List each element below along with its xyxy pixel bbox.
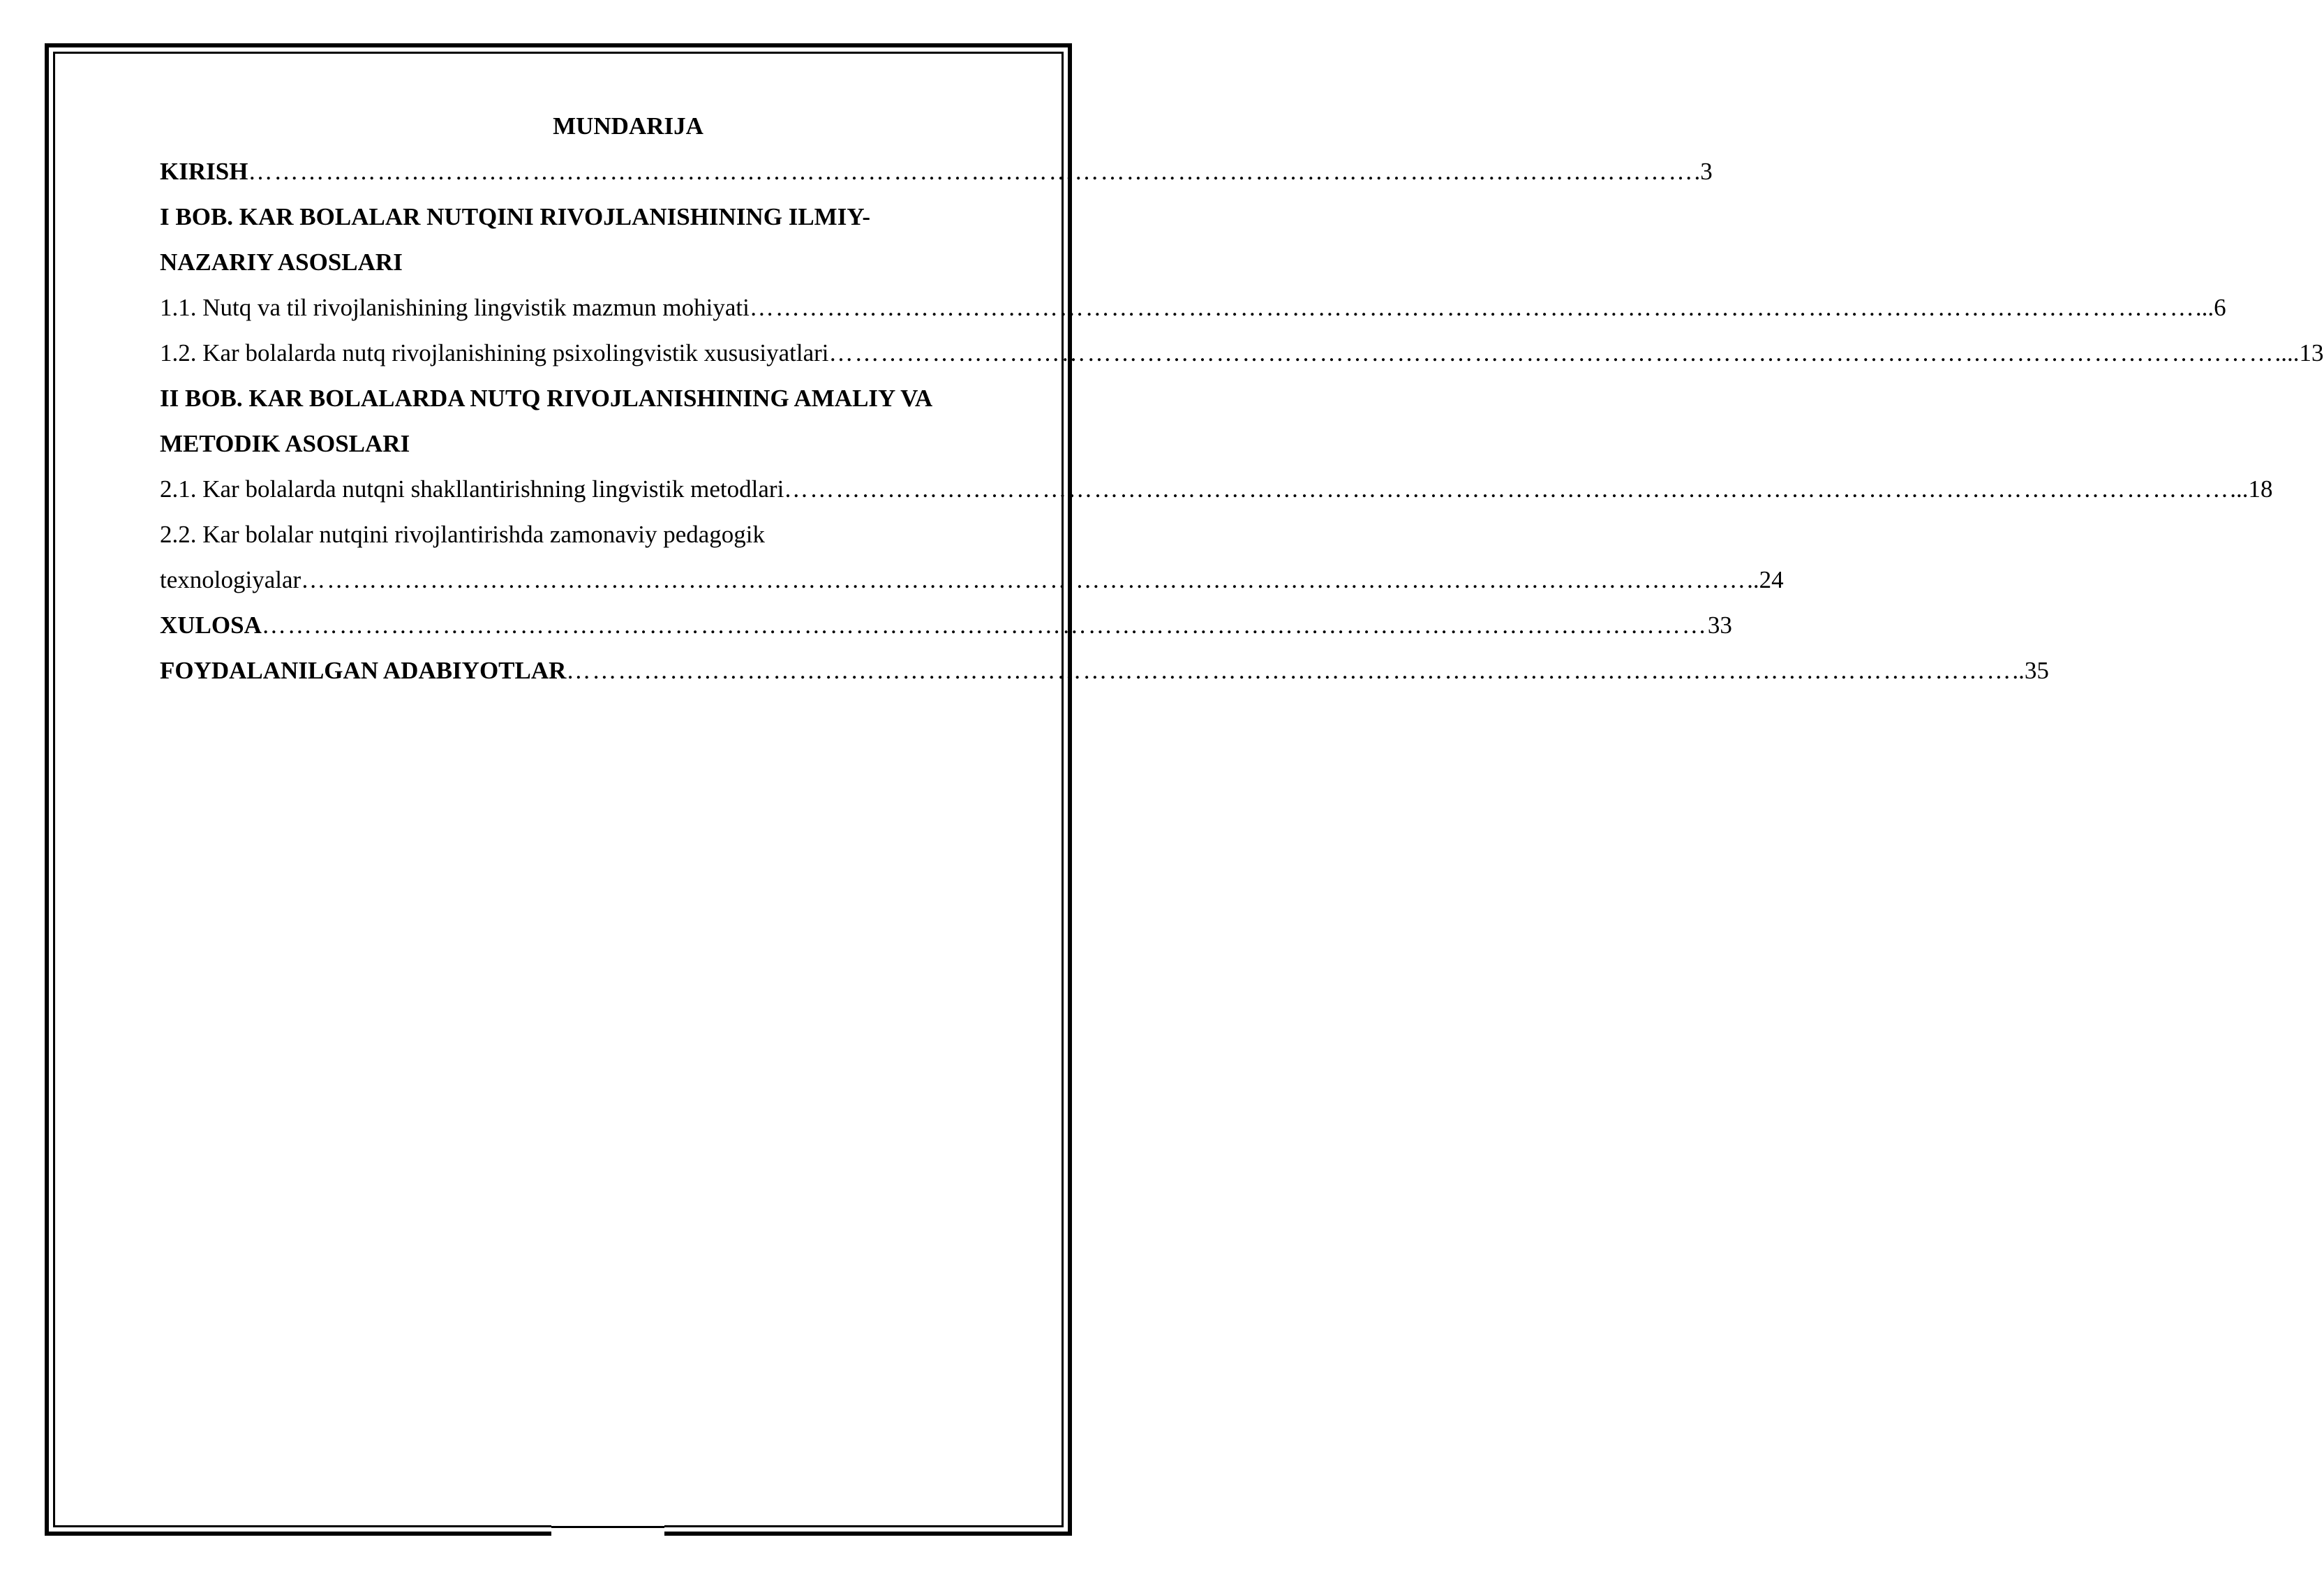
toc-entry-label: 1.1. Nutq va til rivojlanishining lingvistik mazmun mohiyati	[160, 294, 750, 321]
toc-entry-label: 2.1. Kar bolalarda nutqni shakllantirishning lingvistik metodlari	[160, 475, 784, 503]
toc-page-number: .3	[1694, 158, 1713, 185]
toc-entry-kirish[interactable]	[160, 149, 1713, 194]
border-gap-line	[551, 1526, 664, 1528]
toc-page-number: ...6	[2195, 294, 2226, 321]
dot-leader: ……………………………………………………………………………………………………………………………………………………	[248, 158, 1694, 185]
chapter-1-heading-line-1[interactable]: I BOB. KAR BOLALAR NUTQINI RIVOJLANISHINING ILMIY-	[160, 203, 871, 230]
toc-entry-1-1[interactable]	[160, 285, 2226, 330]
table-of-contents	[160, 103, 2324, 693]
toc-page-number: ....13	[2274, 339, 2324, 366]
dot-leader: ……………………………………………………………………………………………………………………………………………………	[261, 611, 1708, 639]
dot-leader: ……………………………………………………………………………………………………………………………………………………	[301, 566, 1748, 593]
toc-entry-label: FOYDALANILGAN ADABIYOTLAR	[160, 657, 567, 684]
dot-leader: ……………………………………………………………………………………………………………………………………………………	[749, 294, 2196, 321]
border-gap	[551, 1522, 664, 1537]
toc-title: MUNDARIJA	[553, 112, 703, 140]
toc-entry-label: KIRISH	[160, 158, 248, 185]
toc-entry-label: texnologiyalar	[160, 566, 301, 593]
dot-leader: ……………………………………………………………………………………………………………………………………………………	[828, 339, 2275, 366]
toc-page-number: ..24	[1747, 566, 1784, 593]
toc-page-number: 33	[1707, 611, 1732, 639]
toc-entry-2-2[interactable]	[160, 557, 1784, 602]
toc-entry-adabiyotlar[interactable]	[160, 648, 2049, 693]
toc-entry-2-2-line-1[interactable]: 2.2. Kar bolalar nutqini rivojlantirishda zamonaviy pedagogik	[160, 521, 766, 548]
toc-entry-label: 1.2. Kar bolalarda nutq rivojlanishining psixolingvistik xususiyatlari	[160, 339, 829, 366]
toc-page-number: ...18	[2230, 475, 2273, 503]
toc-entry-2-1[interactable]	[160, 466, 2273, 512]
toc-entry-1-2[interactable]	[160, 330, 2324, 376]
dot-leader: ……………………………………………………………………………………………………………………………………………………	[566, 657, 2013, 684]
dot-leader: ……………………………………………………………………………………………………………………………………………………	[784, 475, 2230, 503]
chapter-1-heading-line-2[interactable]: NAZARIY ASOSLARI	[160, 249, 403, 276]
chapter-2-heading-line-1[interactable]: II BOB. KAR BOLALARDA NUTQ RIVOJLANISHINING AMALIY VA	[160, 385, 933, 412]
chapter-2-heading-line-2[interactable]: METODIK ASOSLARI	[160, 430, 410, 457]
toc-entry-label: XULOSA	[160, 611, 262, 639]
toc-page-number: ..35	[2012, 657, 2049, 684]
toc-entry-xulosa[interactable]	[160, 602, 1732, 648]
